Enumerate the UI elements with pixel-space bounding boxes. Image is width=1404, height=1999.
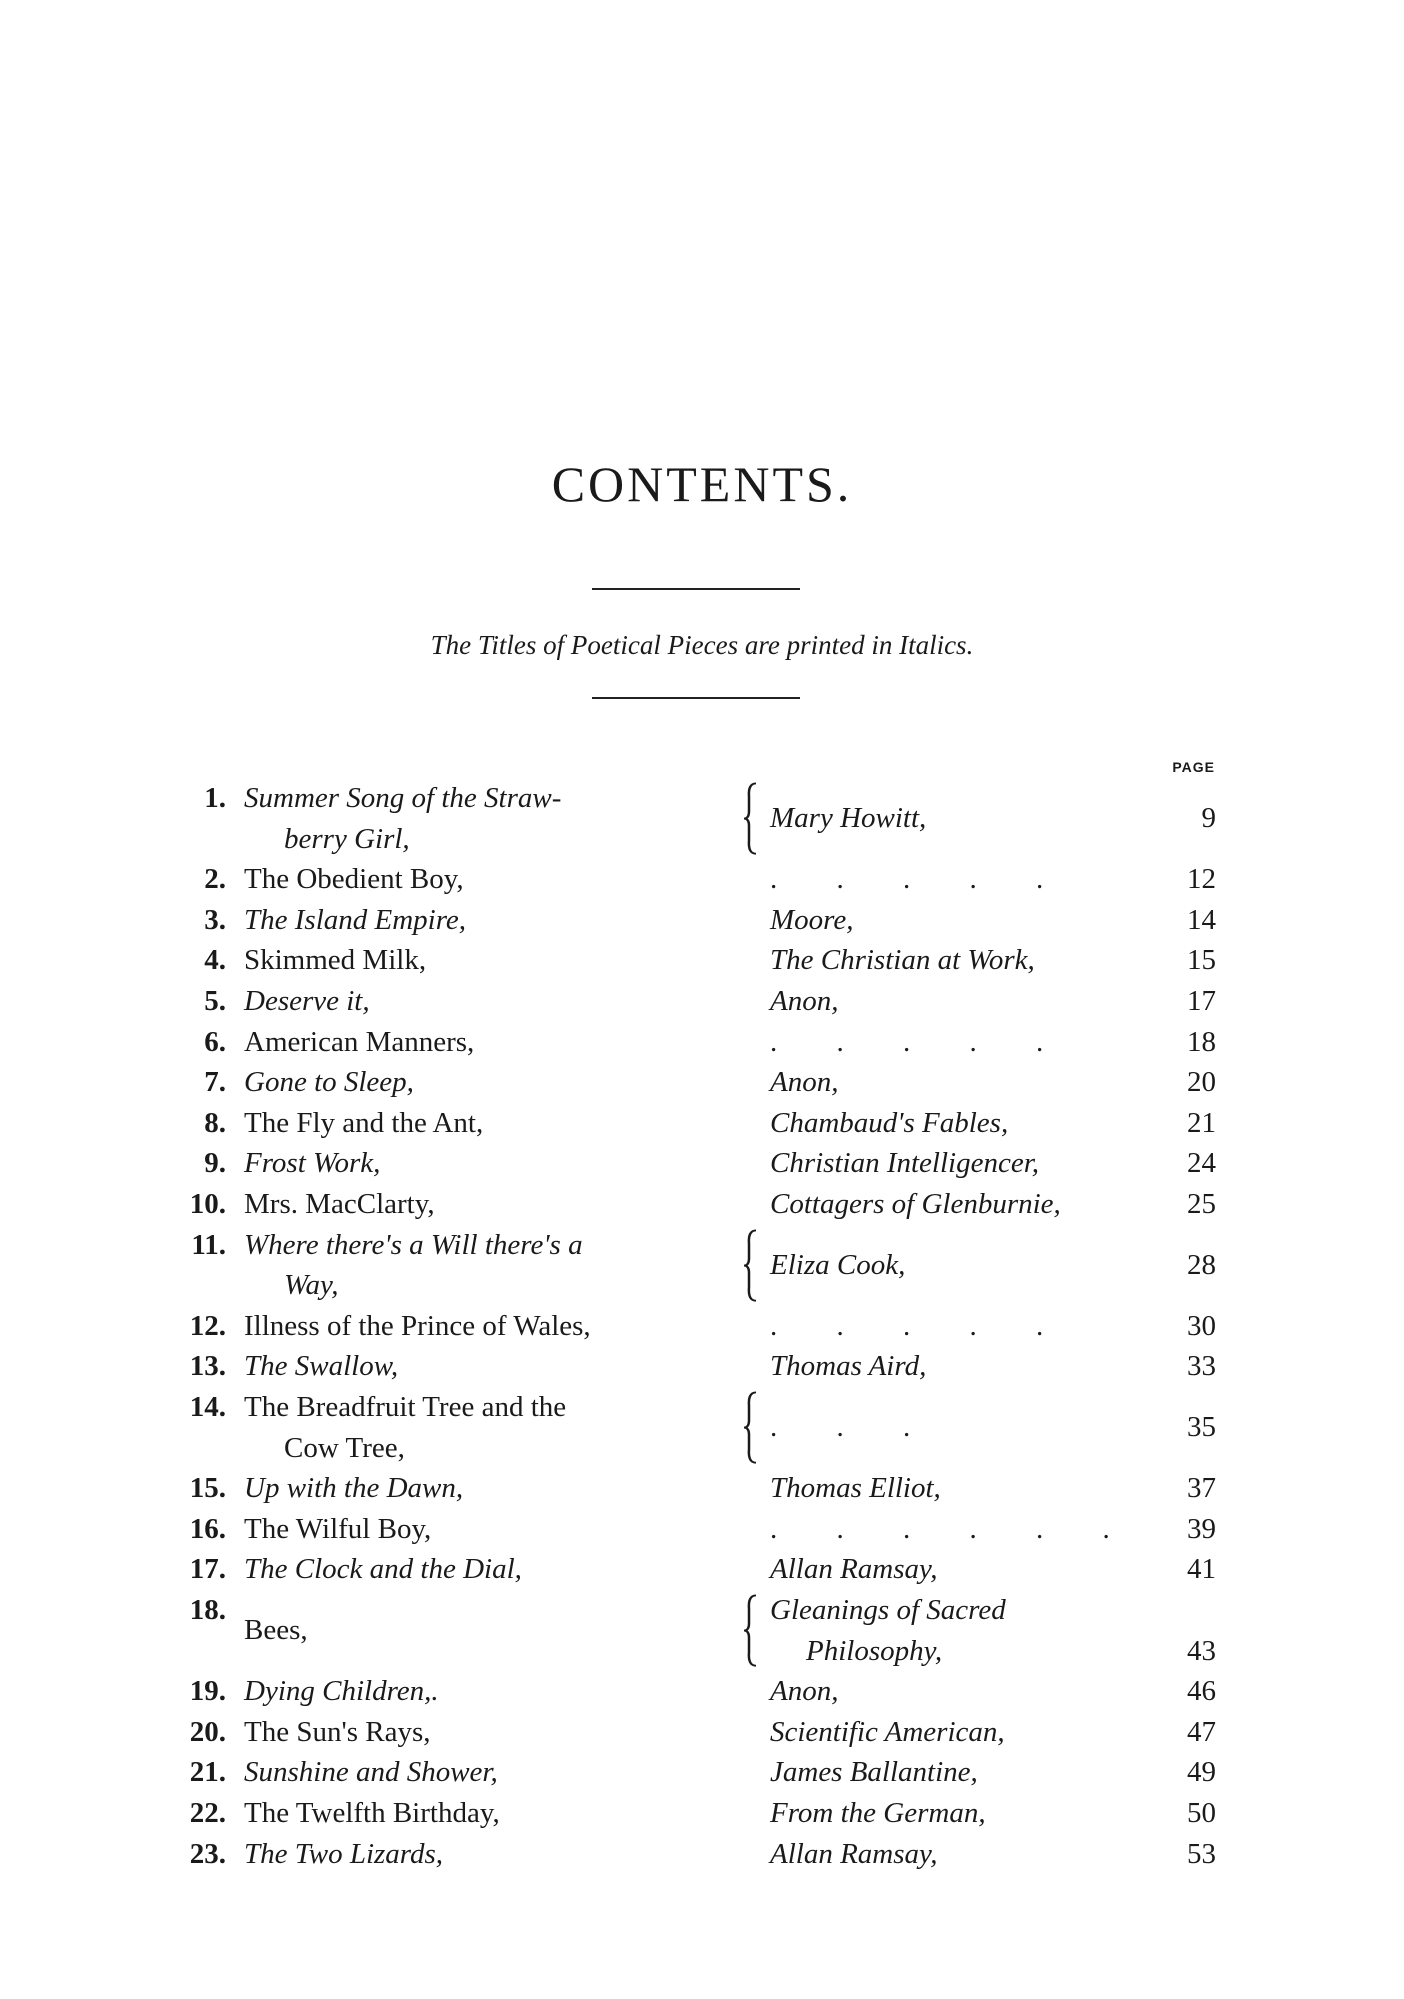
entry-title [244,1509,716,1550]
entry-number: 21. [189,1756,226,1789]
entry-title [244,1225,716,1306]
entry-number: 12. [189,1309,226,1342]
entry-page-number: 43 [1187,1634,1216,1667]
entry-title-line: The Obedient Boy, [244,863,464,896]
entry-title-line: Sunshine and Shower, [244,1756,498,1789]
entry-title [244,1752,716,1793]
entry-source [770,1509,1150,1550]
toc-entry [0,900,1404,941]
brace-glyph [742,1594,760,1667]
entry-page-number: 18 [1187,1025,1216,1058]
entry-title [244,1062,716,1103]
entry-title [244,1610,716,1651]
entry-title [244,1387,716,1468]
entry-source [770,1712,1150,1753]
entry-source-line: Christian Intelligencer, [770,1147,1040,1180]
entry-page-number: 30 [1187,1309,1216,1342]
toc-entry [0,1387,1404,1468]
entry-page-number: 14 [1187,903,1216,936]
entry-title-line: Summer Song of the Straw- [244,782,562,814]
entry-source-line: Chambaud's Fables, [770,1106,1009,1139]
entry-title-line: The Fly and the Ant, [244,1106,484,1139]
entry-title-line: The Twelfth Birthday, [244,1797,500,1829]
entry-source [770,981,1150,1022]
entry-source-line: Anon, [770,985,839,1017]
entry-title [244,1022,716,1063]
entry-source [770,1022,1150,1063]
entry-number: 1. [204,782,226,814]
entry-page-number: 47 [1187,1715,1216,1748]
entry-number: 5. [204,985,226,1017]
entry-page-number: 9 [1201,802,1216,835]
entry-number: 9. [204,1147,226,1180]
entry-source-line: Philosophy, [806,1634,943,1667]
entry-source [770,1062,1150,1103]
entry-title [244,1549,716,1590]
entry-title-line: Deserve it, [244,985,370,1017]
entry-title-line: American Manners, [244,1025,475,1058]
toc-entry [0,1346,1404,1387]
entry-source-line: Anon, [770,1675,839,1708]
entry-page-number: 49 [1187,1756,1216,1789]
entry-title-line: Up with the Dawn, [244,1472,464,1505]
toc-entry [0,981,1404,1022]
toc-entry [0,1752,1404,1793]
divider-bottom [592,697,800,699]
entry-source-line: Scientific American, [770,1715,1005,1748]
italics-note: The Titles of Poetical Pieces are printed in Italics. [430,630,974,660]
entry-title-line: Frost Work, [244,1147,381,1180]
entry-source-line: Thomas Aird, [770,1350,927,1383]
entry-source-line: Eliza Cook, [770,1248,906,1281]
entry-page-number: 35 [1187,1411,1216,1444]
entry-number: 14. [189,1391,226,1423]
entry-source-line: Mary Howitt, [770,802,927,835]
toc-entry [0,1549,1404,1590]
entry-page-number: 28 [1187,1248,1216,1281]
entry-page-number: 24 [1187,1147,1216,1180]
entry-source-line: . . . . . [770,1309,1070,1342]
entry-number: 4. [204,944,226,977]
entry-source [770,1407,1150,1448]
entry-title-line: berry Girl, [284,822,410,855]
entry-title-line: Skimmed Milk, [244,944,427,977]
toc-entry [0,1022,1404,1063]
entry-source-line: The Christian at Work, [770,944,1035,977]
entry-source [770,1306,1150,1347]
entry-source-line: Gleanings of Sacred [770,1594,1006,1626]
entry-page-number: 50 [1187,1797,1216,1829]
entry-title [244,1143,716,1184]
entry-title [244,1306,716,1347]
entry-number: 11. [191,1228,226,1261]
entry-title [244,1103,716,1144]
entry-title-line: The Sun's Rays, [244,1715,431,1748]
entry-source [770,1245,1150,1286]
entry-title [244,1793,716,1834]
entry-source-line: Allan Ramsay, [770,1837,938,1870]
entry-title-line: The Clock and the Dial, [244,1553,522,1586]
entry-number: 6. [204,1025,226,1058]
entry-source-line: James Ballantine, [770,1756,978,1789]
toc-entry [0,1306,1404,1347]
entry-number: 18. [189,1594,226,1626]
entry-title-line: The Breadfruit Tree and the [244,1391,567,1423]
entry-source-line: Anon, [770,1066,839,1099]
brace-glyph [742,1229,760,1302]
toc-entry [0,1590,1404,1671]
entry-number: 7. [204,1066,226,1099]
entry-title [244,1184,716,1225]
entry-source-line: Thomas Elliot, [770,1472,941,1505]
toc-entry [0,859,1404,900]
brace-glyph [742,1391,760,1464]
entry-title [244,900,716,941]
entry-number: 10. [189,1188,226,1220]
entry-number: 23. [189,1837,226,1870]
entry-title-line: Gone to Sleep, [244,1066,414,1099]
entry-title-line: Bees, [244,1614,308,1647]
entry-source [770,1590,1150,1671]
brace-glyph [742,782,760,855]
entry-title [244,1712,716,1753]
entry-source-line: Allan Ramsay, [770,1553,938,1586]
toc-entry [0,1184,1404,1225]
entry-title [244,859,716,900]
toc-entry [0,1509,1404,1550]
toc-entry [0,1793,1404,1834]
entry-source [770,1549,1150,1590]
entry-source [770,1346,1150,1387]
entry-page-number: 15 [1187,944,1216,977]
entry-source [770,940,1150,981]
entry-title-line: Dying Children,. [244,1675,439,1708]
entry-number: 16. [189,1512,226,1545]
entry-source-line: From the German, [770,1797,986,1829]
entry-source-line: Cottagers of Glenburnie, [770,1188,1061,1220]
entry-source-line: . . . . . [770,1025,1070,1058]
entry-page-number: 37 [1187,1472,1216,1505]
toc-entry [0,1468,1404,1509]
entry-title [244,778,716,859]
entry-number: 3. [204,903,226,936]
entry-page-number: 46 [1187,1675,1216,1708]
entry-source-line: . . . . . . [770,1512,1136,1545]
entry-title [244,1346,716,1387]
entry-page-number: 21 [1187,1106,1216,1139]
entry-number: 19. [189,1675,226,1708]
entry-title [244,1671,716,1712]
entry-source [770,1752,1150,1793]
entry-number: 2. [204,863,226,896]
entry-source [770,1793,1150,1834]
entry-source [770,900,1150,941]
entry-title-line: Way, [284,1269,339,1302]
entry-source [770,859,1150,900]
entry-source [770,1143,1150,1184]
entry-page-number: 39 [1187,1512,1216,1545]
divider-top [592,588,800,590]
toc-entry [0,940,1404,981]
toc-entry [0,1143,1404,1184]
entry-number: 20. [189,1715,226,1748]
entry-page-number: 20 [1187,1066,1216,1099]
entry-source [770,1834,1150,1875]
entry-title-line: Illness of the Prince of Wales, [244,1309,591,1342]
toc-entry [0,1103,1404,1144]
entry-page-number: 12 [1187,863,1216,896]
toc-entry [0,1225,1404,1306]
entry-title [244,981,716,1022]
toc-entry [0,1671,1404,1712]
entry-title [244,1468,716,1509]
entry-title-line: The Wilful Boy, [244,1512,432,1545]
entry-number: 8. [204,1106,226,1139]
entry-number: 22. [189,1797,226,1829]
page-column-label: PAGE [1172,759,1215,775]
entry-title [244,940,716,981]
entry-number: 13. [189,1350,226,1383]
entry-title-line: Where there's a Will there's a [244,1228,583,1261]
entry-title-line: The Two Lizards, [244,1837,444,1870]
toc-entry [0,778,1404,859]
entry-source [770,798,1150,839]
entry-page-number: 41 [1187,1553,1216,1586]
entry-title-line: Cow Tree, [284,1431,405,1464]
entry-title-line: The Island Empire, [244,903,467,936]
entry-number: 17. [189,1553,226,1586]
entry-source [770,1468,1150,1509]
page-title: CONTENTS. [551,456,853,512]
toc-entry [0,1062,1404,1103]
entry-source-line: Moore, [770,903,854,936]
entry-page-number: 25 [1187,1188,1216,1220]
toc-entry [0,1834,1404,1875]
entry-source-line: . . . . . [770,863,1070,896]
entry-number: 15. [189,1472,226,1505]
entry-page-number: 17 [1187,985,1216,1017]
entry-source-line: . . . [770,1411,937,1444]
entry-source [770,1671,1150,1712]
toc-entry [0,1712,1404,1753]
entry-title [244,1834,716,1875]
entry-title-line: The Swallow, [244,1350,399,1383]
entry-page-number: 33 [1187,1350,1216,1383]
entry-source [770,1184,1150,1225]
entry-title-line: Mrs. MacClarty, [244,1188,435,1220]
entry-page-number: 53 [1187,1837,1216,1870]
entry-source [770,1103,1150,1144]
